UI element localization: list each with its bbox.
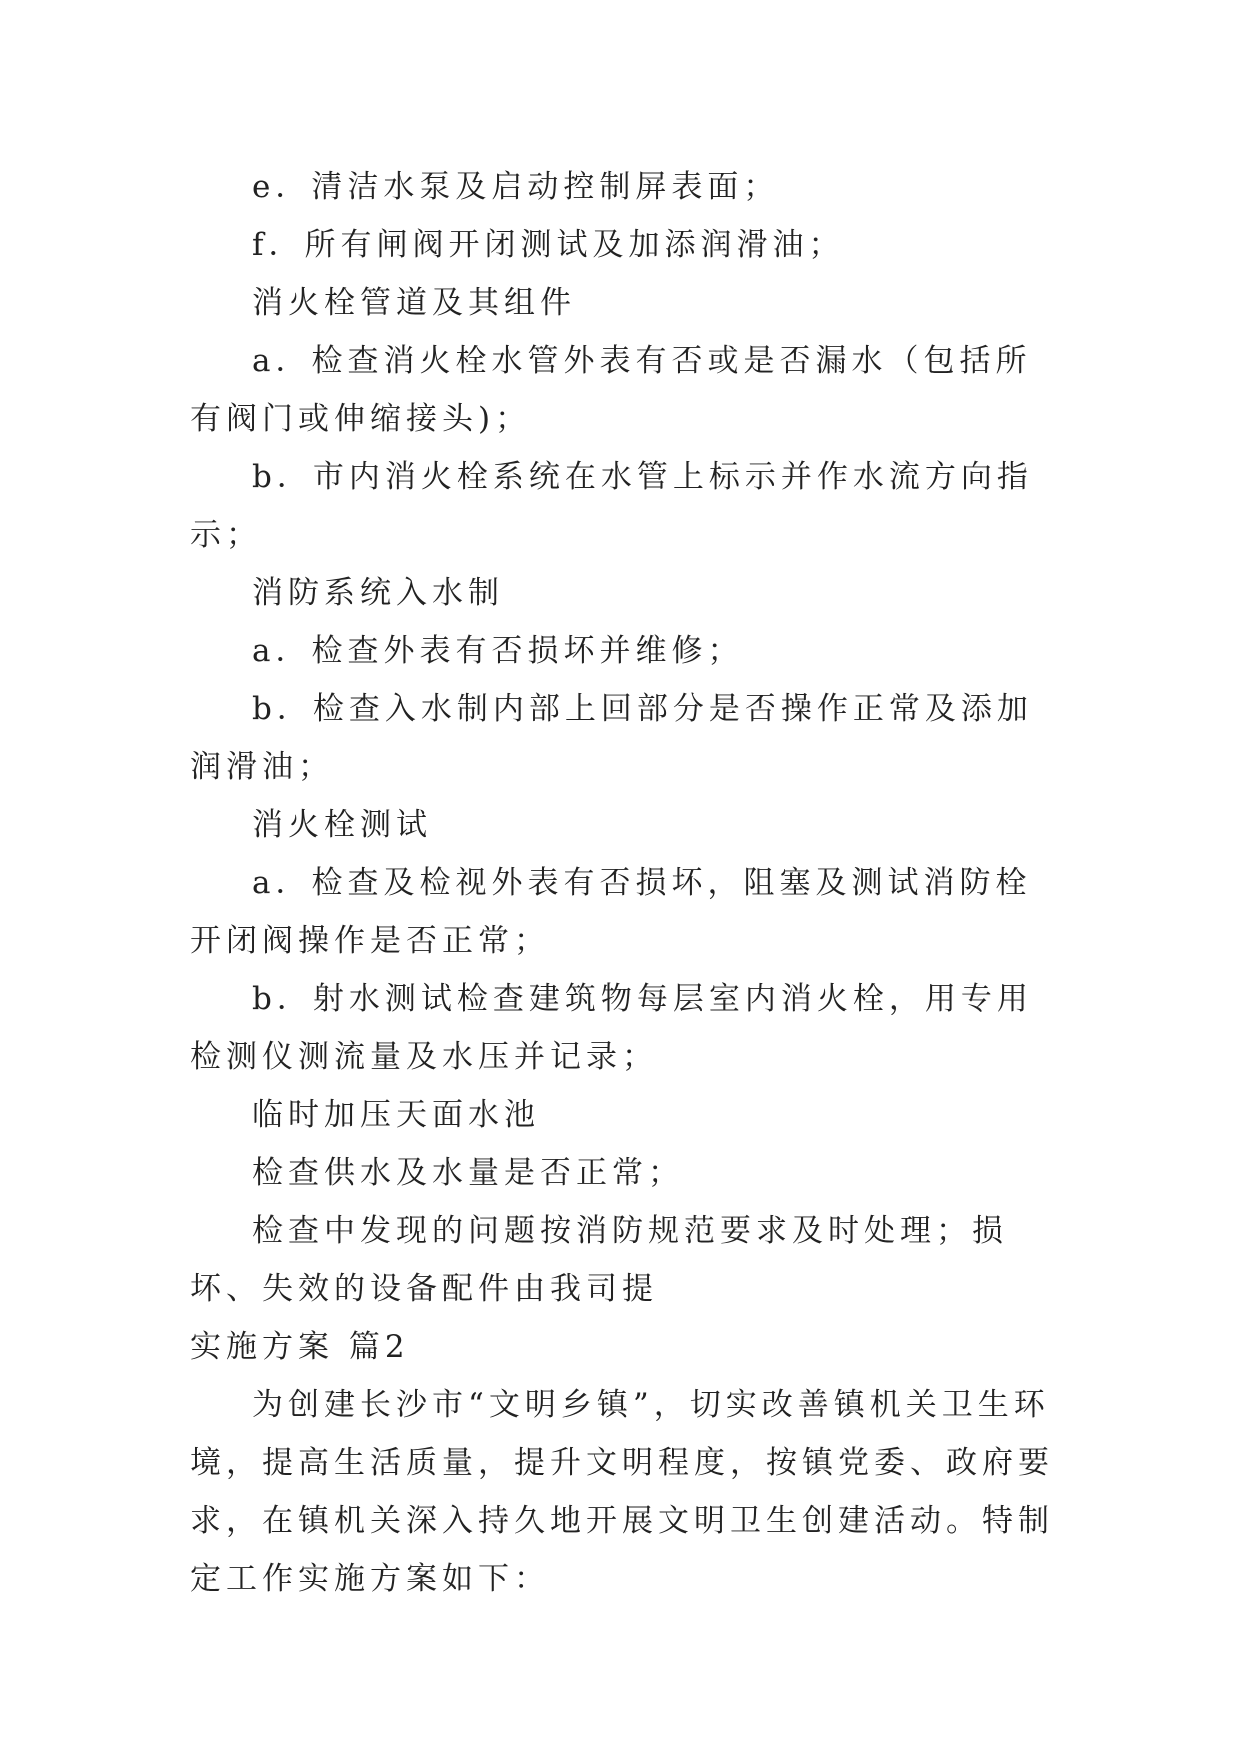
paragraph-issue-handling: 检查中发现的问题按消防规范要求及时处理；损坏、失效的设备配件由我司提 — [190, 1213, 1008, 1307]
paragraph-pump-cleaning: e．清洁水泵及启动控制屏表面； — [252, 169, 780, 205]
heading-hydrant-test: 消火栓测试 — [252, 807, 432, 843]
paragraph-intro: 为创建长沙市“文明乡镇”，切实改善镇机关卫生环境，提高生活质量，提升文明程度，按镇党委、政府要求，在镇机关深入持久地开展文明卫生创建活动。特制定工作实施方案如下： — [190, 1387, 1054, 1597]
section-title: 实施方案 篇2 — [190, 1329, 410, 1365]
paragraph-valve-testing: f．所有闸阀开闭测试及加添润滑油； — [252, 227, 845, 263]
document-body — [190, 158, 1054, 1608]
paragraph-inlet-exterior: a．检查外表有否损坏并维修； — [252, 633, 744, 669]
paragraph-water-supply: 检查供水及水量是否正常； — [252, 1155, 684, 1191]
paragraph-hydrant-inspection: a．检查及检视外表有否损坏，阻塞及测试消防栓开闭阀操作是否正常； — [190, 865, 1032, 959]
paragraph-pipe-leak-check: a．检查消火栓水管外表有否或是否漏水（包括所有阀门或伸缩接头)； — [190, 343, 1032, 437]
paragraph-inlet-internal: b．检查入水制内部上回部分是否操作正常及添加润滑油； — [190, 691, 1033, 785]
heading-roof-tank: 临时加压天面水池 — [252, 1097, 540, 1133]
heading-water-inlet: 消防系统入水制 — [252, 575, 504, 611]
paragraph-flow-direction: b．市内消火栓系统在水管上标示并作水流方向指示； — [190, 459, 1033, 553]
paragraph-spray-test: b．射水测试检查建筑物每层室内消火栓，用专用检测仪测流量及水压并记录； — [190, 981, 1033, 1075]
heading-hydrant-pipes: 消火栓管道及其组件 — [252, 285, 576, 321]
